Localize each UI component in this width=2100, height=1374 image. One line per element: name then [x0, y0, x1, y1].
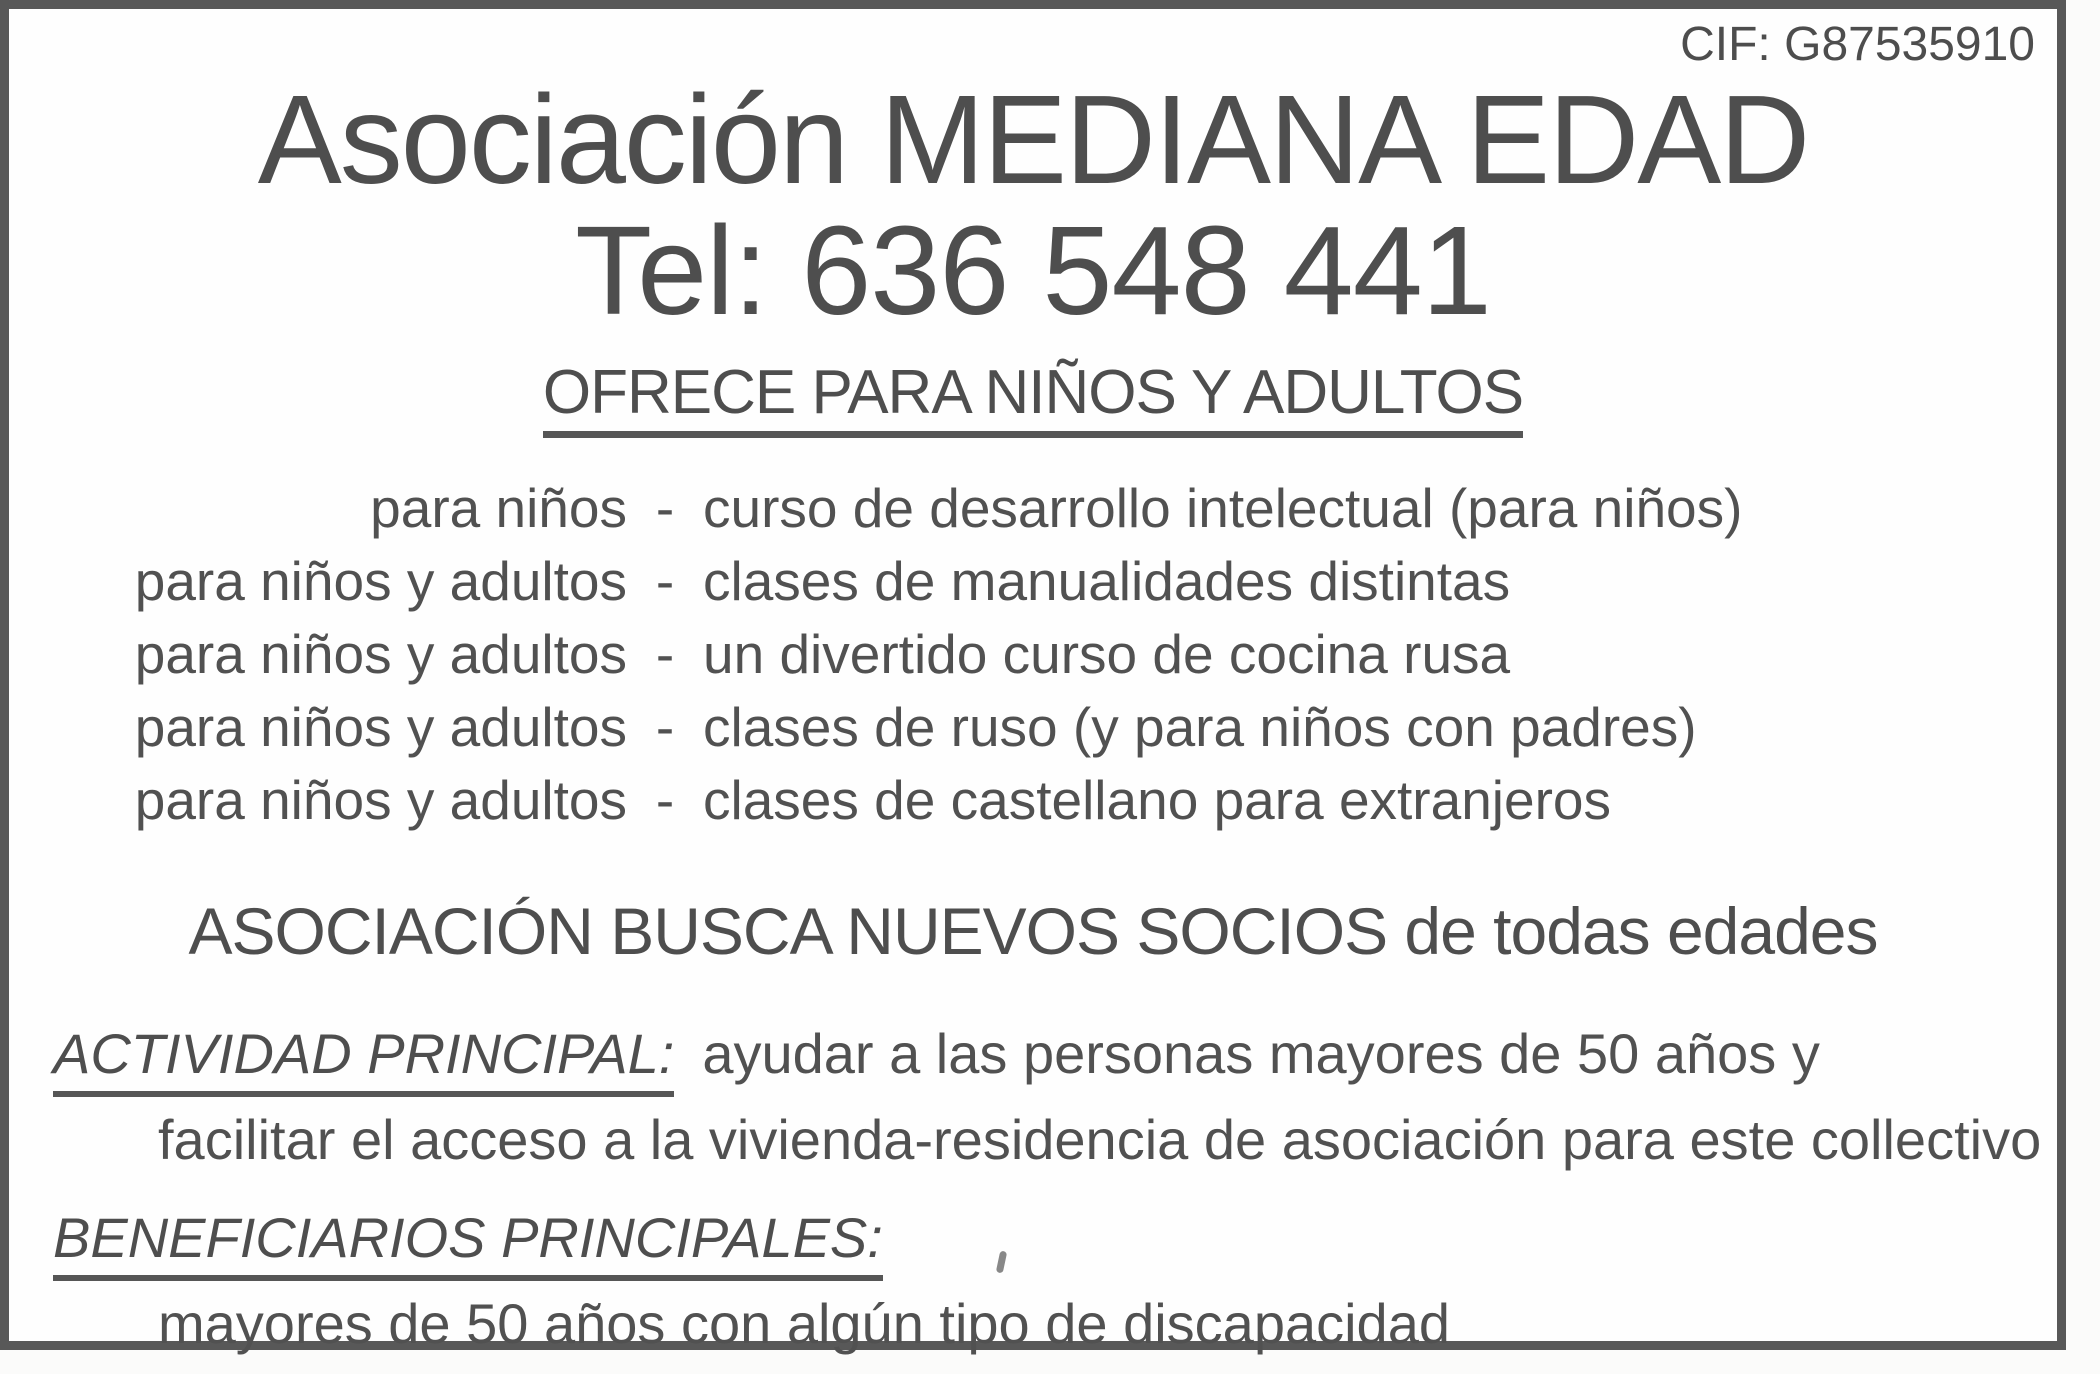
offer-separator: -	[655, 550, 675, 612]
offer-audience: para niños y adultos	[134, 623, 627, 685]
main-activity-section	[53, 1019, 2057, 1175]
beneficiaries-section	[53, 1203, 2057, 1359]
offers-heading: OFRECE PARA NIÑOS Y ADULTOS	[543, 361, 1523, 438]
offer-separator: -	[655, 477, 675, 539]
beneficiaries-text: mayores de 50 años con algún tipo de discapacidad	[158, 1292, 1450, 1355]
offer-audience: para niños y adultos	[134, 696, 627, 758]
main-activity-line1	[53, 1019, 2057, 1097]
offer-audience: para niños y adultos	[134, 550, 627, 612]
offer-description: un divertido curso de cocina rusa	[703, 623, 1511, 685]
main-activity-text-line1: ayudar a las personas mayores de 50 años y	[702, 1022, 1820, 1085]
phone-number: Tel: 636 548 441	[575, 200, 1491, 341]
offers-list	[9, 472, 2057, 837]
association-title: Asociación MEDIANA EDAD	[257, 69, 1809, 210]
cif-number: CIF: G87535910	[1680, 18, 2035, 71]
offer-description: clases de manualidades distintas	[703, 550, 1511, 612]
main-activity-label: ACTIVIDAD PRINCIPAL:	[53, 1019, 674, 1097]
beneficiaries-label-line	[53, 1203, 2057, 1281]
beneficiaries-label: BENEFICIARIOS PRINCIPALES:	[53, 1203, 883, 1281]
offer-description: clases de ruso (y para niños con padres)	[703, 696, 1697, 758]
offer-separator: -	[655, 696, 675, 758]
offer-description: clases de castellano para extranjeros	[703, 769, 1612, 831]
offer-separator: -	[655, 623, 675, 685]
offer-description: curso de desarrollo intelectual (para niños)	[703, 477, 1743, 539]
recruiting-line: ASOCIACIÓN BUSCA NUEVOS SOCIOS de todas edades	[188, 894, 1878, 968]
main-activity-text-line2: facilitar el acceso a la vivienda-residencia de asociación para este collectivo	[158, 1108, 2042, 1171]
offer-audience: para niños	[370, 477, 627, 539]
offers-heading-wrap	[9, 358, 2057, 438]
offer-audience: para niños y adultos	[134, 769, 627, 831]
offer-separator: -	[655, 769, 675, 831]
